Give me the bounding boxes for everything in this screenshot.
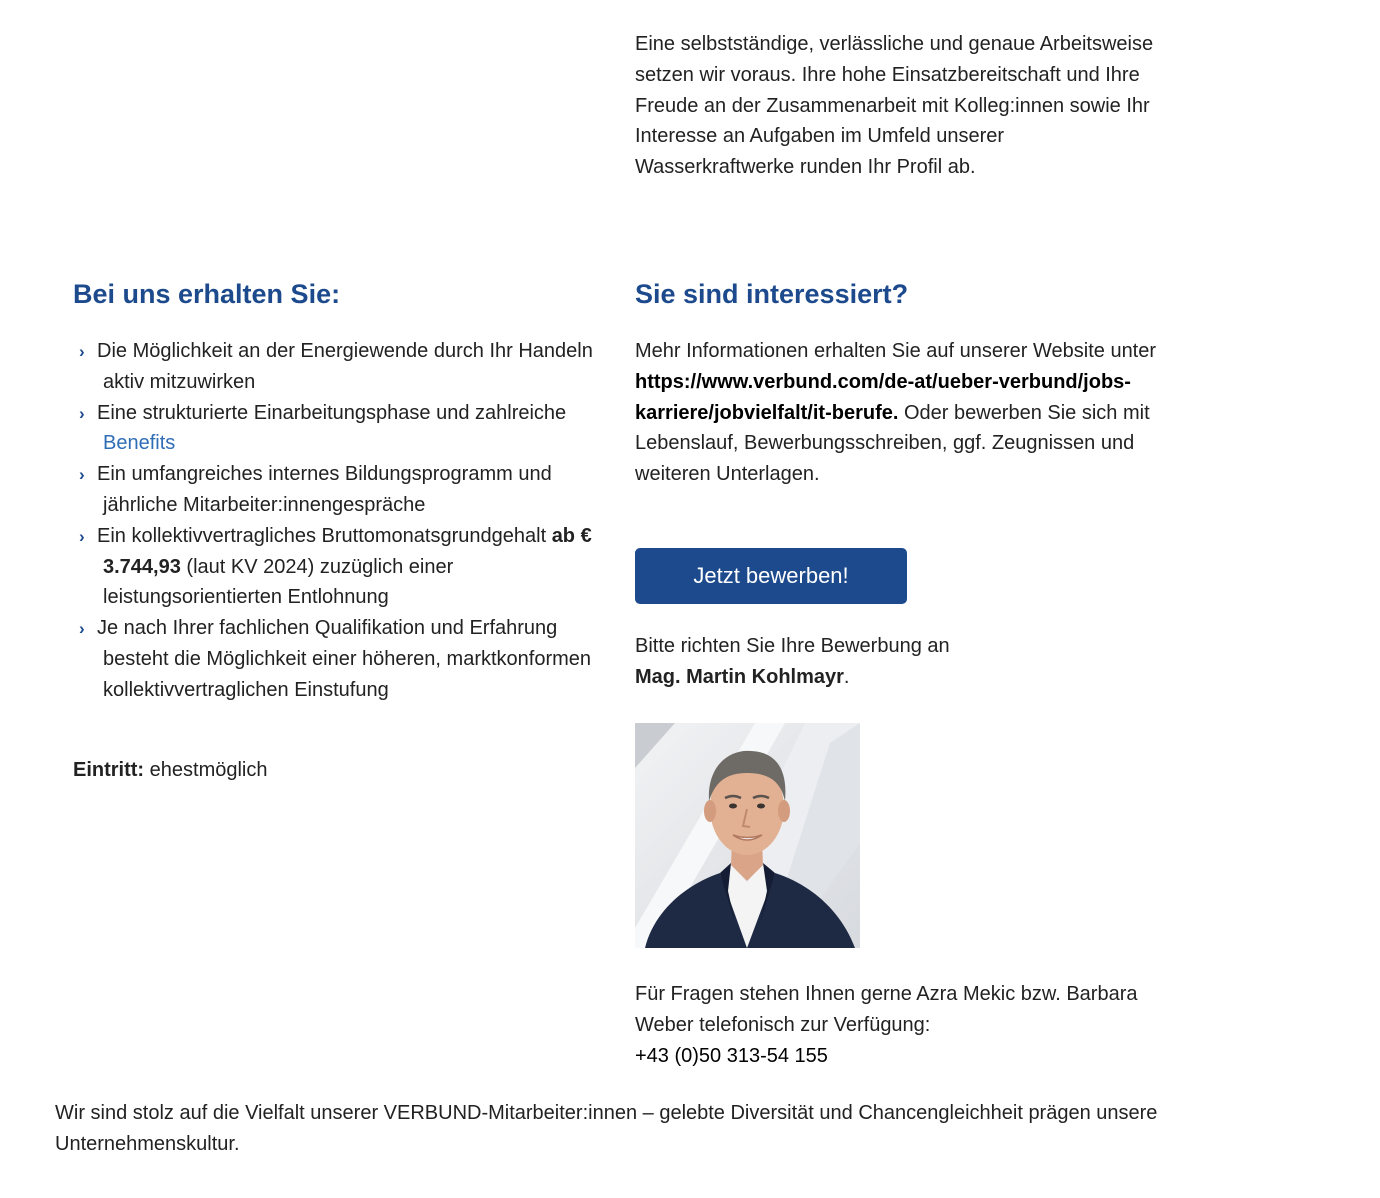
benefits-list [73,336,618,706]
entry-value: ehestmöglich [144,759,268,781]
list-item [73,398,618,460]
apply-button[interactable]: Jetzt bewerben! [635,548,907,604]
salary-amount: ab € 3.744,93 [103,524,592,578]
chevron-right-icon: › [79,465,85,485]
questions-intro: Für Fragen stehen Ihnen gerne Azra Mekic bzw. Barbara Weber telefonisch zur Verfügung: [635,983,1138,1036]
list-item [73,521,618,613]
profile-text: Eine selbstständige, verlässliche und genaue Arbeitsweise setzen wir voraus. Ihre hohe Einsatzbereitschaft und Ihre Freude an der Zusammenarbeit mit Kolleg:innen sowie Ihr Interesse an Aufgaben im Umfeld unserer Wasserkraftwerke runden Ihr Profil ab. [635,33,1154,179]
contact-suffix: . [843,665,850,688]
career-url: https://www.verbund.com/de-at/ueber-verbund/jobs-karriere/jobvielfalt/it-berufe. [635,370,1131,424]
entry-label: Eintritt: [73,759,145,781]
more-info-outro: Oder bewerben Sie sich mit Lebenslauf, Bewerbungsschreiben, ggf. Zeugnissen und weiteren Unterlagen. [635,401,1150,486]
chevron-right-icon: › [79,403,85,423]
more-info-intro: Mehr Informationen erhalten Sie auf unserer Website unter [635,340,1157,362]
list-item [73,336,618,398]
benefit-text: Ein umfangreiches internes Bildungsprogramm und jährliche Mitarbeiter:innengespräche [97,463,552,516]
contact-name: Mag. Martin Kohlmayr [635,665,844,688]
benefit-text: Eine strukturierte Einarbeitungsphase und zahlreiche [97,401,567,424]
benefits-link[interactable]: Benefits [103,432,176,455]
benefit-text: Die Möglichkeit an der Energiewende durch Ihr Handeln aktiv mitzuwirken [97,340,593,393]
chevron-right-icon: › [79,526,85,546]
chevron-right-icon: › [79,342,85,361]
benefit-text: Je nach Ihrer fachlichen Qualifikation und Erfahrung besteht die Möglichkeit einer höheren, marktkonformen kollektivvertraglichen Einstufung [97,617,592,701]
entry-date [73,755,268,786]
interested-heading: Sie sind interessiert? [635,279,909,309]
list-item [73,613,618,705]
portrait-illustration [635,723,860,948]
phone-number[interactable]: +43 (0)50 313-54 155 [635,1044,828,1067]
benefit-text: Ein kollektivvertragliches Bruttomonatsgrundgehalt [97,524,552,547]
benefits-heading: Bei uns erhalten Sie: [73,279,341,309]
diversity-statement: Wir sind stolz auf die Vielfalt unserer VERBUND-Mitarbeiter:innen – gelebte Diversität und Chancengleichheit prägen unsere Unternehmenskultur. [55,1102,1158,1155]
questions-text [635,979,1195,1071]
contact-portrait-photo [635,723,860,948]
list-item [73,459,618,521]
more-info-text [635,336,1165,490]
benefit-text: (laut KV 2024) zuzüglich einer leistungsorientierten Entlohnung [103,555,454,609]
contact-text: Bitte richten Sie Ihre Bewerbung an [635,635,950,657]
contact-person [635,631,1165,693]
chevron-right-icon: › [79,619,85,639]
